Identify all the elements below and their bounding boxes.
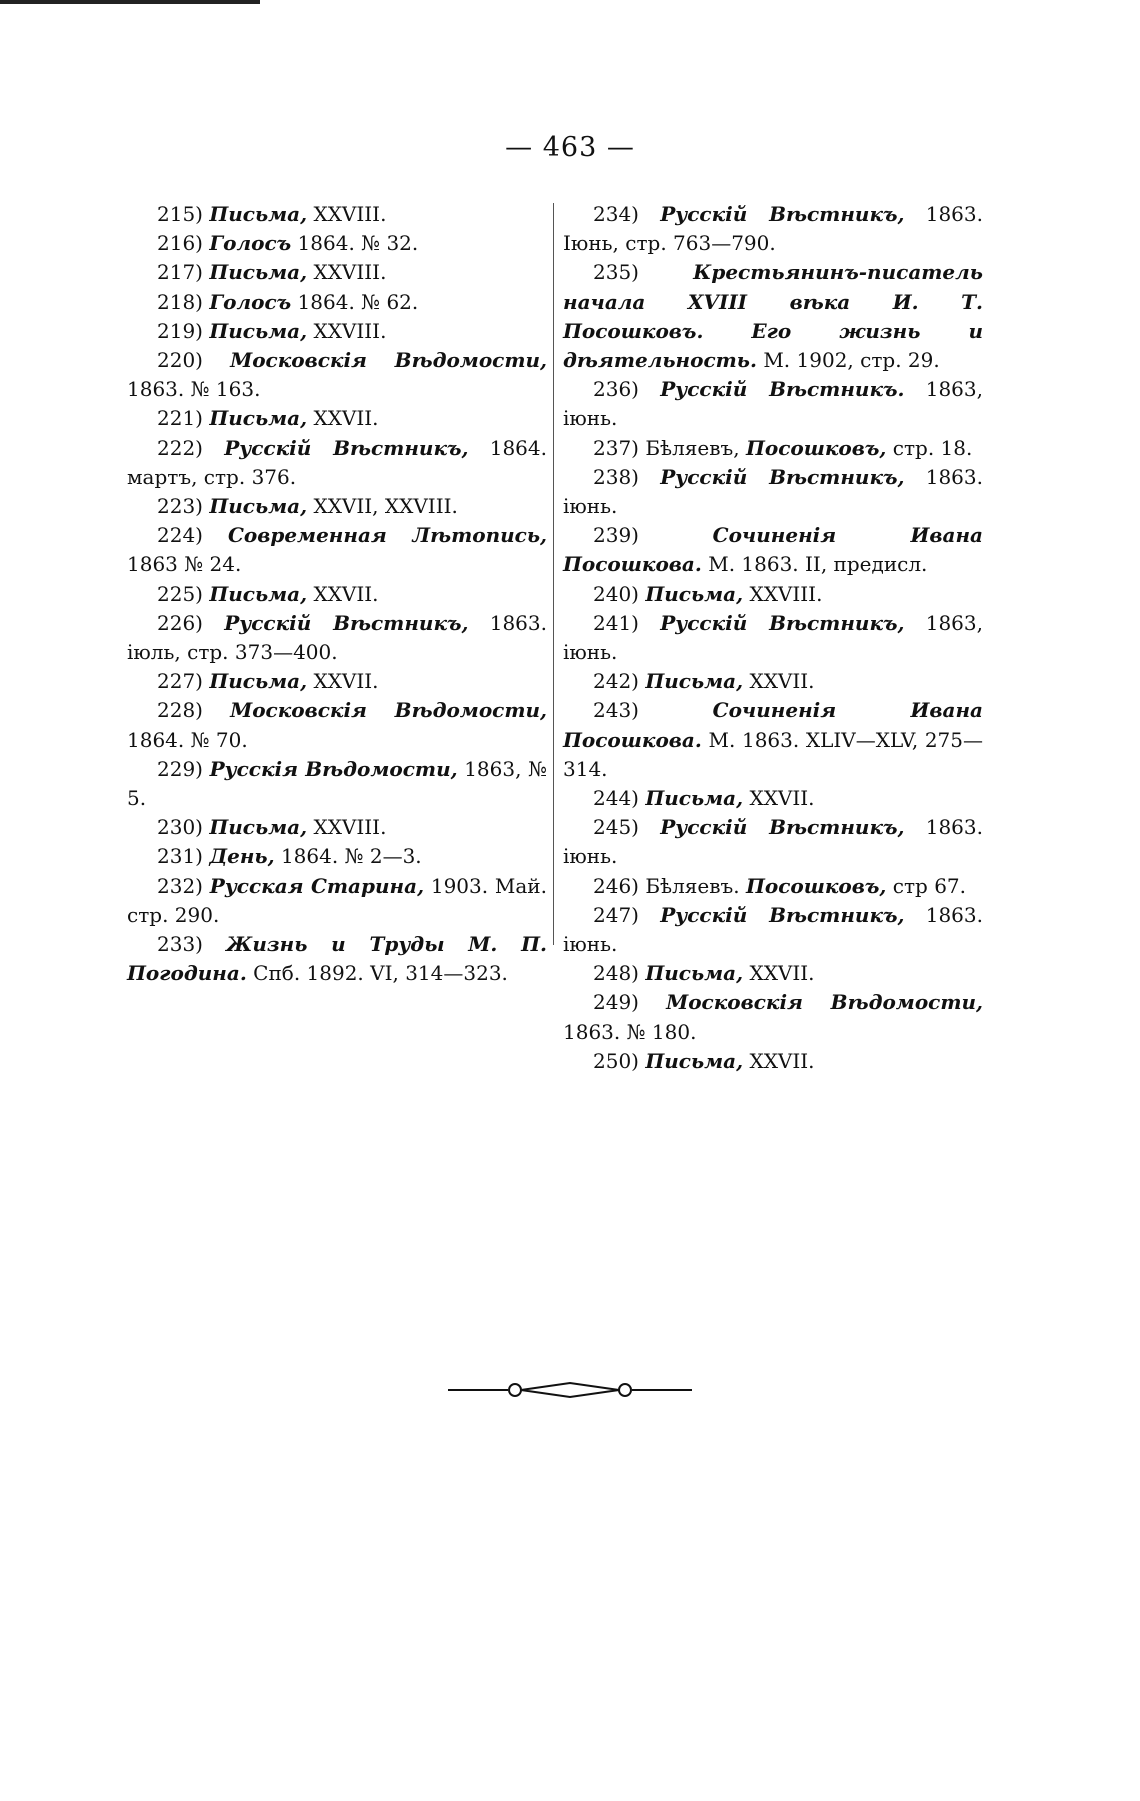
- footnote-number: 244): [593, 786, 639, 811]
- ornament-divider-icon: [448, 1378, 692, 1402]
- footnote-number: 247): [593, 902, 639, 927]
- source-title: Сочиненія Ивана Посошкова.: [563, 523, 983, 577]
- footnote-number: 243): [593, 698, 639, 723]
- footnote-number: 219): [157, 318, 203, 343]
- footnote-number: 222): [157, 435, 203, 460]
- source-title: Современная Лѣтопись,: [227, 523, 547, 548]
- source-title: Письма,: [645, 1048, 744, 1073]
- source-title: Письма,: [645, 786, 744, 811]
- footnote-entry: [563, 901, 983, 959]
- source-details: 1863. іюль, стр. 373—400.: [127, 610, 547, 665]
- source-title: Письма,: [209, 202, 308, 226]
- footnote-number: 240): [593, 581, 639, 606]
- source-details: стр 67.: [886, 873, 966, 898]
- source-details: М. 1902, стр. 29.: [756, 348, 940, 373]
- source-title: Русскій Вѣстникъ.: [660, 377, 905, 402]
- footnote-entry: [563, 1047, 983, 1076]
- source-title: Русскій Вѣстникъ,: [224, 610, 469, 635]
- right-column: [563, 200, 983, 1076]
- footnote-entry: [127, 404, 547, 433]
- source-details: XXVII.: [743, 669, 815, 694]
- source-details: XXVII.: [307, 406, 379, 431]
- footnote-entry: [563, 872, 983, 901]
- footnote-number: 220): [157, 348, 203, 373]
- footnote-entry: [563, 813, 983, 871]
- source-details: XXVIII.: [307, 202, 387, 226]
- source-details: 1864. № 70.: [127, 727, 248, 752]
- source-title: Письма,: [209, 581, 308, 606]
- footnote-number: 231): [157, 844, 203, 869]
- footnote-entry: [563, 784, 983, 813]
- source-details: 1863, іюнь.: [563, 610, 983, 665]
- footnote-number: 225): [157, 581, 203, 606]
- column-divider: [553, 203, 554, 945]
- source-title: Жизнь и Труды М. П. Погодина.: [127, 932, 547, 986]
- source-title: Письма,: [209, 815, 308, 840]
- footnote-number: 223): [157, 494, 203, 519]
- source-details: 1864. № 2—3.: [274, 844, 422, 869]
- source-title: Русскій Вѣстникъ,: [660, 202, 905, 226]
- footnote-entry: [563, 959, 983, 988]
- footnote-entry: [563, 258, 983, 375]
- footnote-number: 246): [593, 873, 639, 898]
- footnote-entry: [127, 346, 547, 404]
- footnote-entry: [127, 696, 547, 754]
- source-details: стр. 18.: [886, 435, 973, 460]
- footnote-entry: [563, 521, 983, 579]
- source-details: 1864. мартъ, стр. 376.: [127, 435, 547, 489]
- footnote-entry: [563, 609, 983, 667]
- source-title: Русскій Вѣстникъ,: [660, 464, 905, 489]
- source-title: Русская Старина,: [209, 873, 425, 898]
- footnote-number: 230): [157, 815, 203, 840]
- source-title: Письма,: [209, 494, 308, 519]
- footnote-entry: [127, 872, 547, 930]
- footnote-number: 234): [593, 202, 639, 226]
- source-details: 1903. Май. стр. 290.: [127, 873, 547, 927]
- footnote-number: 242): [593, 669, 639, 694]
- source-details: 1863. № 163.: [127, 377, 261, 402]
- source-title: Письма,: [209, 318, 308, 343]
- footnote-number: 250): [593, 1048, 639, 1073]
- source-details: XXVIII.: [307, 260, 387, 285]
- footnote-number: 235): [593, 260, 639, 285]
- source-details: XXVIII.: [307, 318, 387, 343]
- source-details: Бѣляевъ,: [645, 435, 746, 460]
- source-details: XXVIII.: [743, 581, 823, 606]
- source-details: 1863 № 24.: [127, 552, 242, 577]
- source-details: 1864. № 32.: [291, 231, 419, 256]
- source-details: 1863. іюнь.: [563, 902, 983, 957]
- source-title: Русскія Вѣдомости,: [209, 756, 458, 781]
- footnote-entry: [127, 580, 547, 609]
- source-details: XXVII.: [307, 581, 379, 606]
- footnote-entry: [127, 521, 547, 579]
- source-details: XXVII.: [307, 669, 379, 694]
- source-title: Крестьянинъ-писатель начала XVIII вѣка И. Т. Посошковъ. Его жизнь и дѣятельность.: [563, 260, 983, 373]
- source-title: Письма,: [209, 406, 308, 431]
- source-details: XXVII, XXVIII.: [307, 494, 458, 519]
- source-title: Письма,: [645, 669, 744, 694]
- source-title: Письма,: [645, 961, 744, 986]
- footnote-number: 215): [157, 202, 203, 226]
- source-title: Голосъ: [209, 289, 292, 314]
- footnote-entry: [127, 667, 547, 696]
- footnote-entry: [127, 492, 547, 521]
- footnote-entry: [563, 988, 983, 1046]
- footnote-entry: [127, 813, 547, 842]
- footnote-entry: [563, 375, 983, 433]
- source-title: Голосъ: [209, 231, 292, 256]
- source-details: 1863. Іюнь, стр. 763—790.: [563, 202, 983, 256]
- source-details: М. 1863. XLIV—XLV, 275—314.: [563, 727, 983, 781]
- source-details: 1863, іюнь.: [563, 377, 983, 431]
- source-details: 1863. іюнь.: [563, 815, 983, 869]
- footnote-entry: [127, 609, 547, 667]
- footnote-number: 228): [157, 698, 203, 723]
- footnote-number: 218): [157, 289, 203, 314]
- source-details: Бѣляевъ.: [645, 873, 746, 898]
- source-title: Письма,: [645, 581, 744, 606]
- footnote-entry: [563, 434, 983, 463]
- footnote-number: 232): [157, 873, 203, 898]
- footnote-number: 233): [157, 932, 203, 957]
- footnote-entry: [563, 580, 983, 609]
- footnote-number: 239): [593, 523, 639, 548]
- footnote-number: 249): [593, 990, 639, 1015]
- source-title: Русскій Вѣстникъ,: [660, 902, 905, 927]
- footnote-number: 216): [157, 231, 203, 256]
- source-details: 1863. іюнь.: [563, 464, 983, 519]
- source-details: 1863, № 5.: [127, 756, 548, 811]
- scan-edge-mark: [0, 0, 260, 4]
- footnote-number: 238): [593, 464, 639, 489]
- source-title: Посошковъ,: [745, 873, 887, 898]
- footnote-number: 226): [157, 610, 203, 635]
- footnote-entry: [127, 258, 547, 287]
- left-column: [127, 200, 547, 988]
- source-details: XXVII.: [743, 961, 815, 986]
- footnote-number: 221): [157, 406, 203, 431]
- source-title: Письма,: [209, 669, 308, 694]
- page-number: — 463 —: [505, 132, 635, 163]
- footnote-entry: [127, 317, 547, 346]
- source-title: Сочиненія Ивана Посошкова.: [563, 698, 983, 752]
- footnote-number: 245): [593, 815, 639, 840]
- source-details: М. 1863. II, предисл.: [701, 552, 928, 577]
- footnote-number: 237): [593, 435, 639, 460]
- source-title: День,: [209, 844, 275, 869]
- footnote-entry: [127, 288, 547, 317]
- source-details: XXVII.: [743, 786, 815, 811]
- footnote-number: 224): [157, 523, 203, 548]
- footnote-number: 229): [157, 756, 203, 781]
- footnote-number: 248): [593, 961, 639, 986]
- footnote-entry: [127, 930, 547, 988]
- source-title: Московскія Вѣдомости,: [666, 990, 984, 1015]
- source-title: Московскія Вѣдомости,: [230, 698, 548, 723]
- footnote-number: 227): [157, 669, 203, 694]
- footnote-entry: [563, 200, 983, 258]
- footnote-entry: [127, 755, 547, 813]
- source-title: Посошковъ,: [745, 435, 887, 460]
- source-title: Московскія Вѣдомости,: [230, 348, 548, 373]
- footnote-entry: [127, 200, 547, 229]
- footnote-entry: [127, 434, 547, 492]
- source-details: 1863. № 180.: [563, 1019, 697, 1044]
- footnote-entry: [127, 229, 547, 258]
- source-details: 1864. № 62.: [291, 289, 419, 314]
- source-title: Русскій Вѣстникъ,: [660, 610, 905, 635]
- footnote-entry: [127, 842, 547, 871]
- footnote-entry: [563, 696, 983, 784]
- source-title: Русскій Вѣстникъ,: [660, 815, 905, 840]
- footnote-number: 241): [593, 610, 639, 635]
- source-details: Спб. 1892. VI, 314—323.: [246, 961, 508, 986]
- source-title: Русскій Вѣстникъ,: [224, 435, 469, 460]
- source-details: XXVII.: [743, 1048, 815, 1073]
- source-title: Письма,: [209, 260, 308, 285]
- footnote-entry: [563, 667, 983, 696]
- footnote-number: 217): [157, 260, 203, 285]
- source-details: XXVIII.: [307, 815, 387, 840]
- footnote-entry: [563, 463, 983, 521]
- footnote-number: 236): [593, 377, 639, 402]
